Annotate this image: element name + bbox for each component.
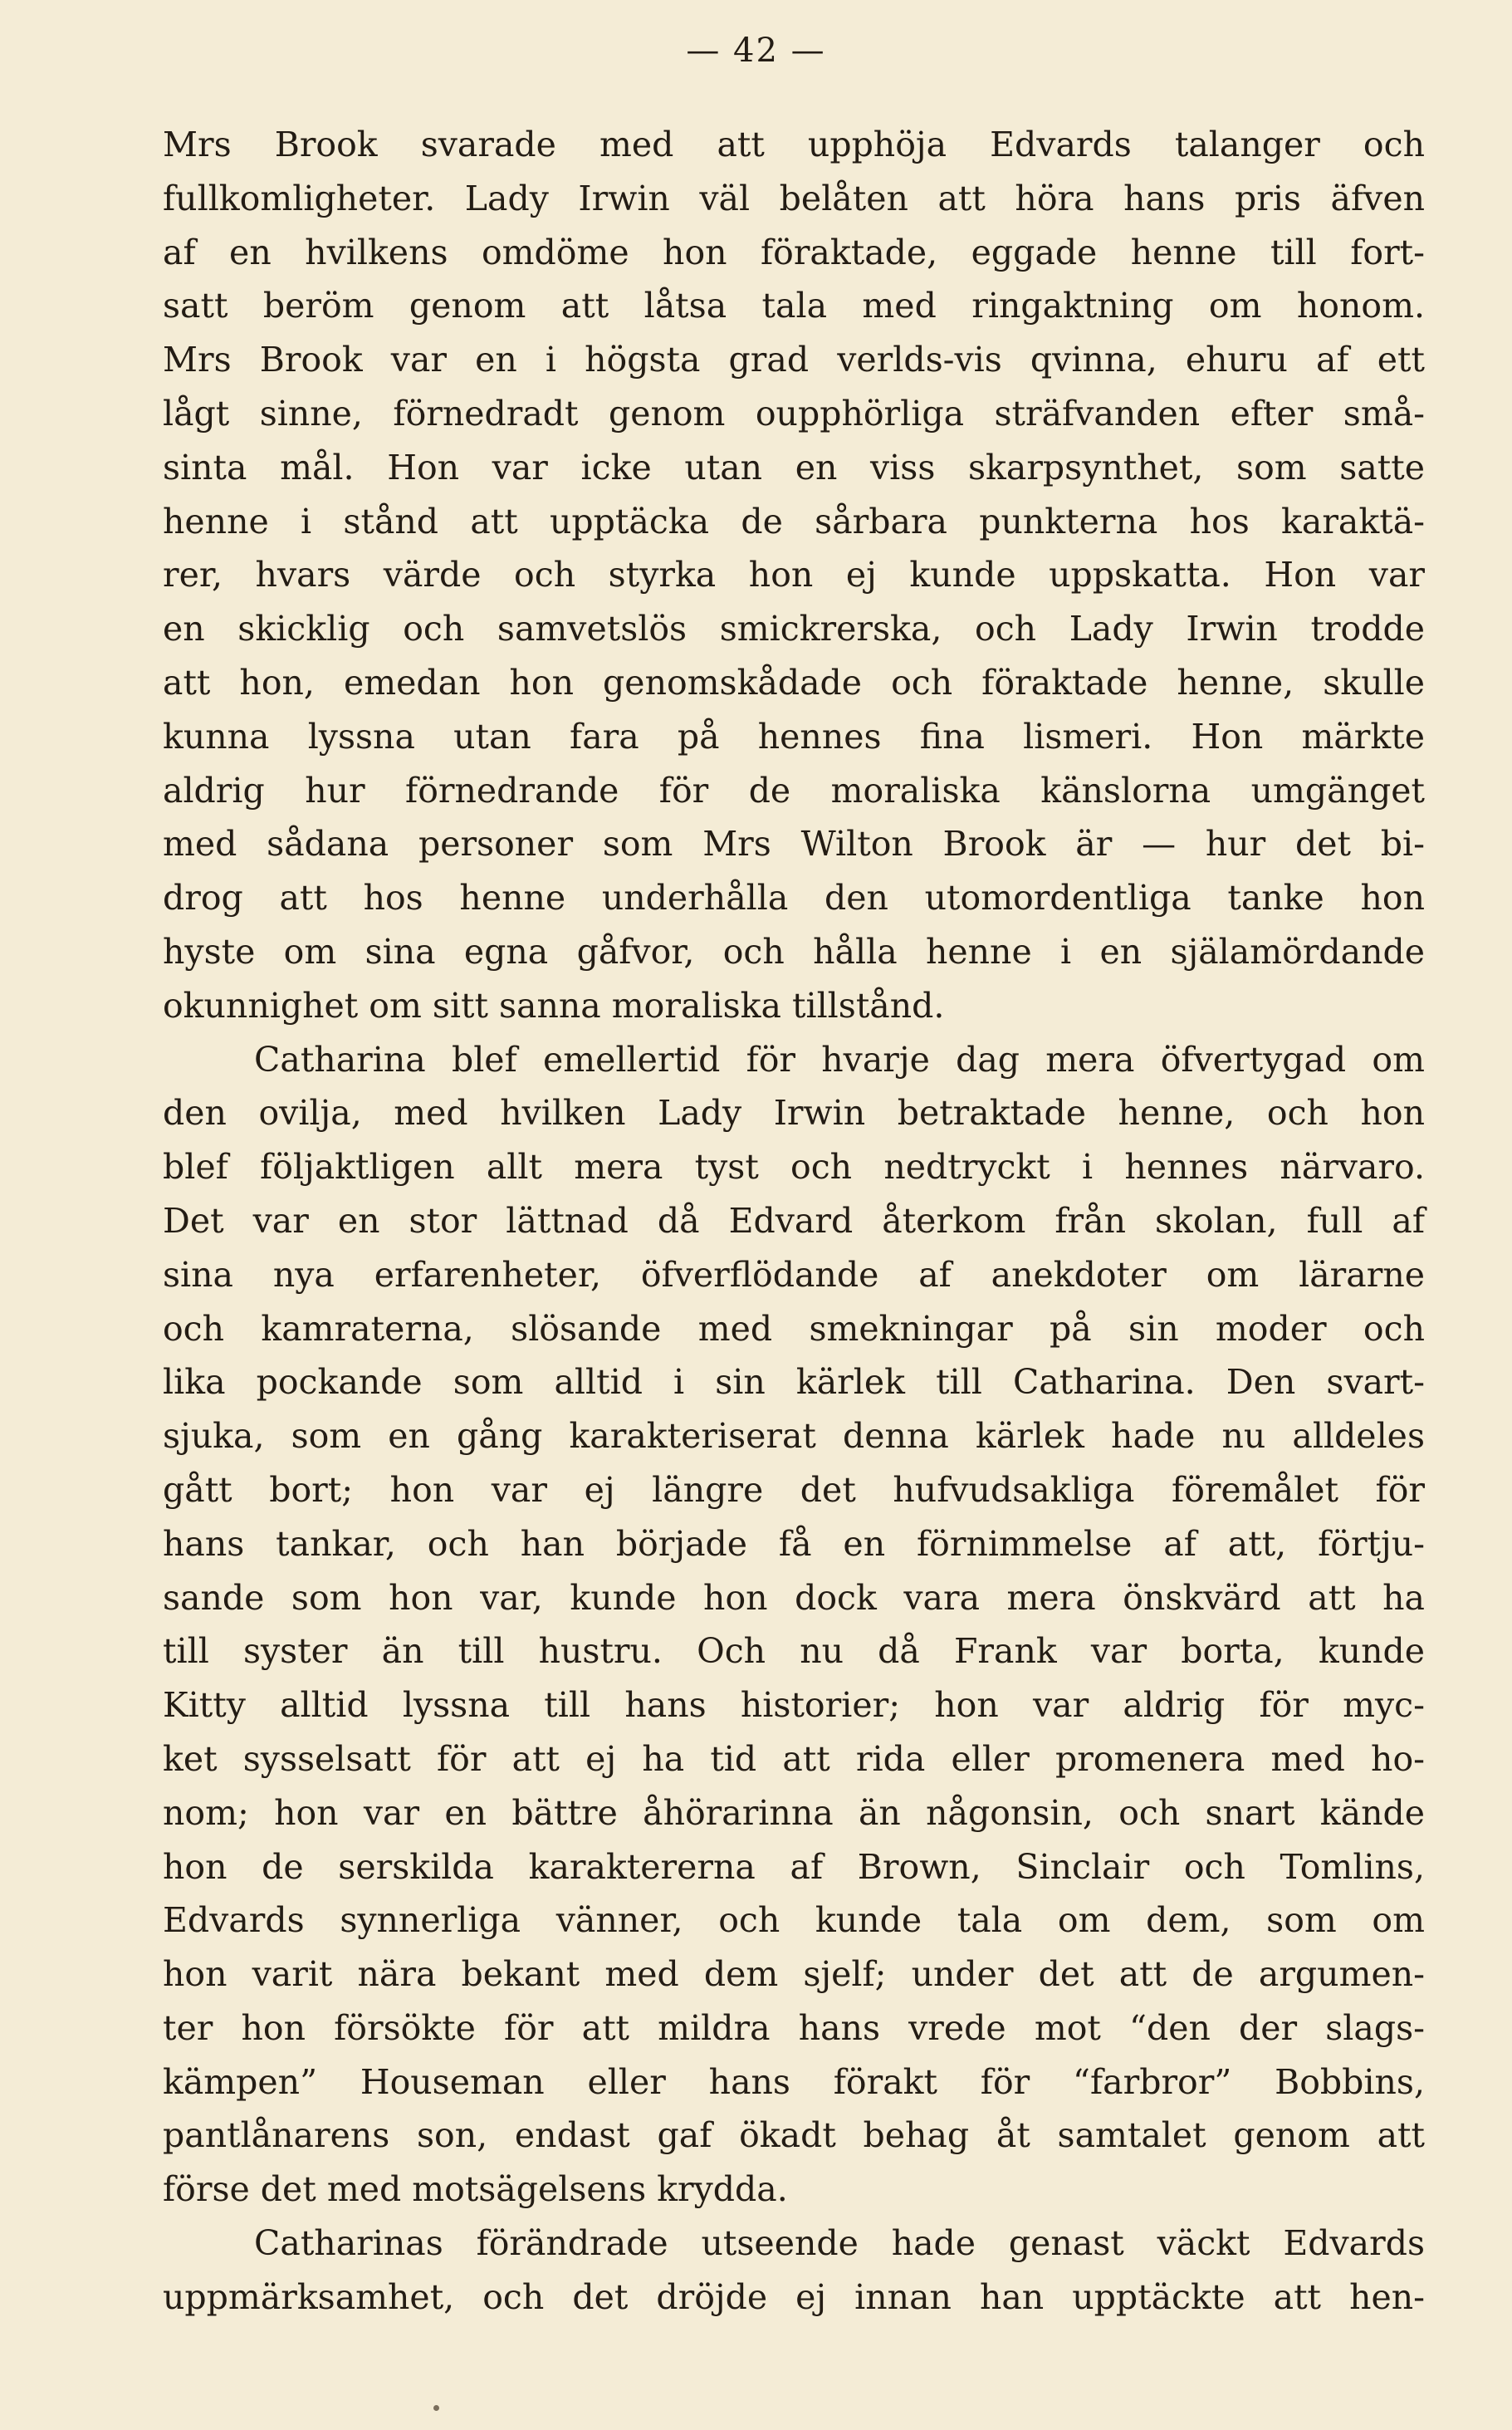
text-line: hon varit nära bekant med dem sjelf; under det att de argumen- <box>163 1954 1425 1995</box>
text-line: Det var en stor lättnad då Edvard återkom från skolan, full af <box>163 1200 1425 1241</box>
paragraph-start-line: Catharina blef emellertid för hvarje dag mera öfvertygad om <box>254 1039 1425 1080</box>
text-line: satt beröm genom att låtsa tala med ringaktning om honom. <box>163 286 1425 326</box>
paragraph-start-line: Catharinas förändrade utseende hade genast väckt Edvards <box>254 2223 1425 2264</box>
text-line: Edvards synnerliga vänner, och kunde tala om dem, som om <box>163 1900 1425 1941</box>
text-line: pantlånarens son, endast gaf ökadt behag åt samtalet genom att <box>163 2115 1425 2156</box>
text-line: sande som hon var, kunde hon dock vara mera önskvärd att ha <box>163 1577 1425 1618</box>
text-line: Kitty alltid lyssna till hans historier; hon var aldrig för myc- <box>163 1685 1425 1726</box>
body-text <box>163 118 1425 2325</box>
text-line: drog att hos henne underhålla den utomordentliga tanke hon <box>163 878 1425 919</box>
text-line: sinta mål. Hon var icke utan en viss skarpsynthet, som satte <box>163 447 1425 487</box>
paragraph-end-line: okunnighet om sitt sanna moraliska tillstånd. <box>163 985 945 1026</box>
text-line: kunna lyssna utan fara på hennes fina lismeri. Hon märkte <box>163 716 1425 757</box>
text-line: att hon, emedan hon genomskådade och föraktade henne, skulle <box>163 662 1425 703</box>
text-line: ket sysselsatt för att ej ha tid att rida eller promenera med ho- <box>163 1738 1425 1779</box>
text-line: fullkomligheter. Lady Irwin väl belåten att höra hans pris äfven <box>163 178 1425 218</box>
text-line: nom; hon var en bättre åhörarinna än någonsin, och snart kände <box>163 1792 1425 1833</box>
text-line: hans tankar, och han började få en förnimmelse af att, förtju- <box>163 1523 1425 1564</box>
page-number: — 42 — <box>686 32 826 70</box>
text-line: lika pockande som alltid i sin kärlek till Catharina. Den svart- <box>163 1362 1425 1403</box>
text-line: uppmärksamhet, och det dröjde ej innan han upptäckte att hen- <box>163 2276 1425 2317</box>
text-line: den ovilja, med hvilken Lady Irwin betraktade henne, och hon <box>163 1093 1425 1134</box>
text-line: med sådana personer som Mrs Wilton Brook är — hur det bi- <box>163 824 1425 865</box>
text-line: rer, hvars värde och styrka hon ej kunde uppskatta. Hon var <box>163 555 1425 595</box>
text-line: Mrs Brook var en i högsta grad verlds-vis qvinna, ehuru af ett <box>163 340 1425 380</box>
paper-speck <box>433 2405 439 2411</box>
paragraph-end-line: förse det med motsägelsens krydda. <box>163 2169 788 2210</box>
text-line: ter hon försökte för att mildra hans vrede mot “den der slags- <box>163 2007 1425 2048</box>
text-line: en skicklig och samvetslös smickrerska, och Lady Irwin trodde <box>163 609 1425 649</box>
text-line: henne i stånd att upptäcka de sårbara punkterna hos karaktä- <box>163 501 1425 541</box>
text-line: sjuka, som en gång karakteriserat denna kärlek hade nu alldeles <box>163 1416 1425 1457</box>
text-line: blef följaktligen allt mera tyst och nedtryckt i hennes närvaro. <box>163 1147 1425 1188</box>
text-line: Mrs Brook svarade med att upphöja Edvards talanger och <box>163 125 1425 164</box>
text-line: sina nya erfarenheter, öfverflödande af anekdoter om lärarne <box>163 1254 1425 1295</box>
text-line: gått bort; hon var ej längre det hufvudsakliga föremålet för <box>163 1469 1425 1510</box>
text-line: och kamraterna, slösande med smekningar på sin moder och <box>163 1308 1425 1349</box>
text-line: aldrig hur förnedrande för de moraliska känslorna umgänget <box>163 770 1425 811</box>
text-line: hon de serskilda karaktererna af Brown, Sinclair och Tomlins, <box>163 1846 1425 1887</box>
text-line: lågt sinne, förnedradt genom oupphörliga sträfvanden efter små- <box>163 393 1425 434</box>
text-line: af en hvilkens omdöme hon föraktade, eggade henne till fort- <box>163 232 1425 272</box>
text-line: till syster än till hustru. Och nu då Frank var borta, kunde <box>163 1631 1425 1672</box>
text-line: kämpen” Houseman eller hans förakt för “farbror” Bobbins, <box>163 2061 1425 2102</box>
text-line: hyste om sina egna gåfvor, och hålla henne i en själamördande <box>163 931 1425 972</box>
